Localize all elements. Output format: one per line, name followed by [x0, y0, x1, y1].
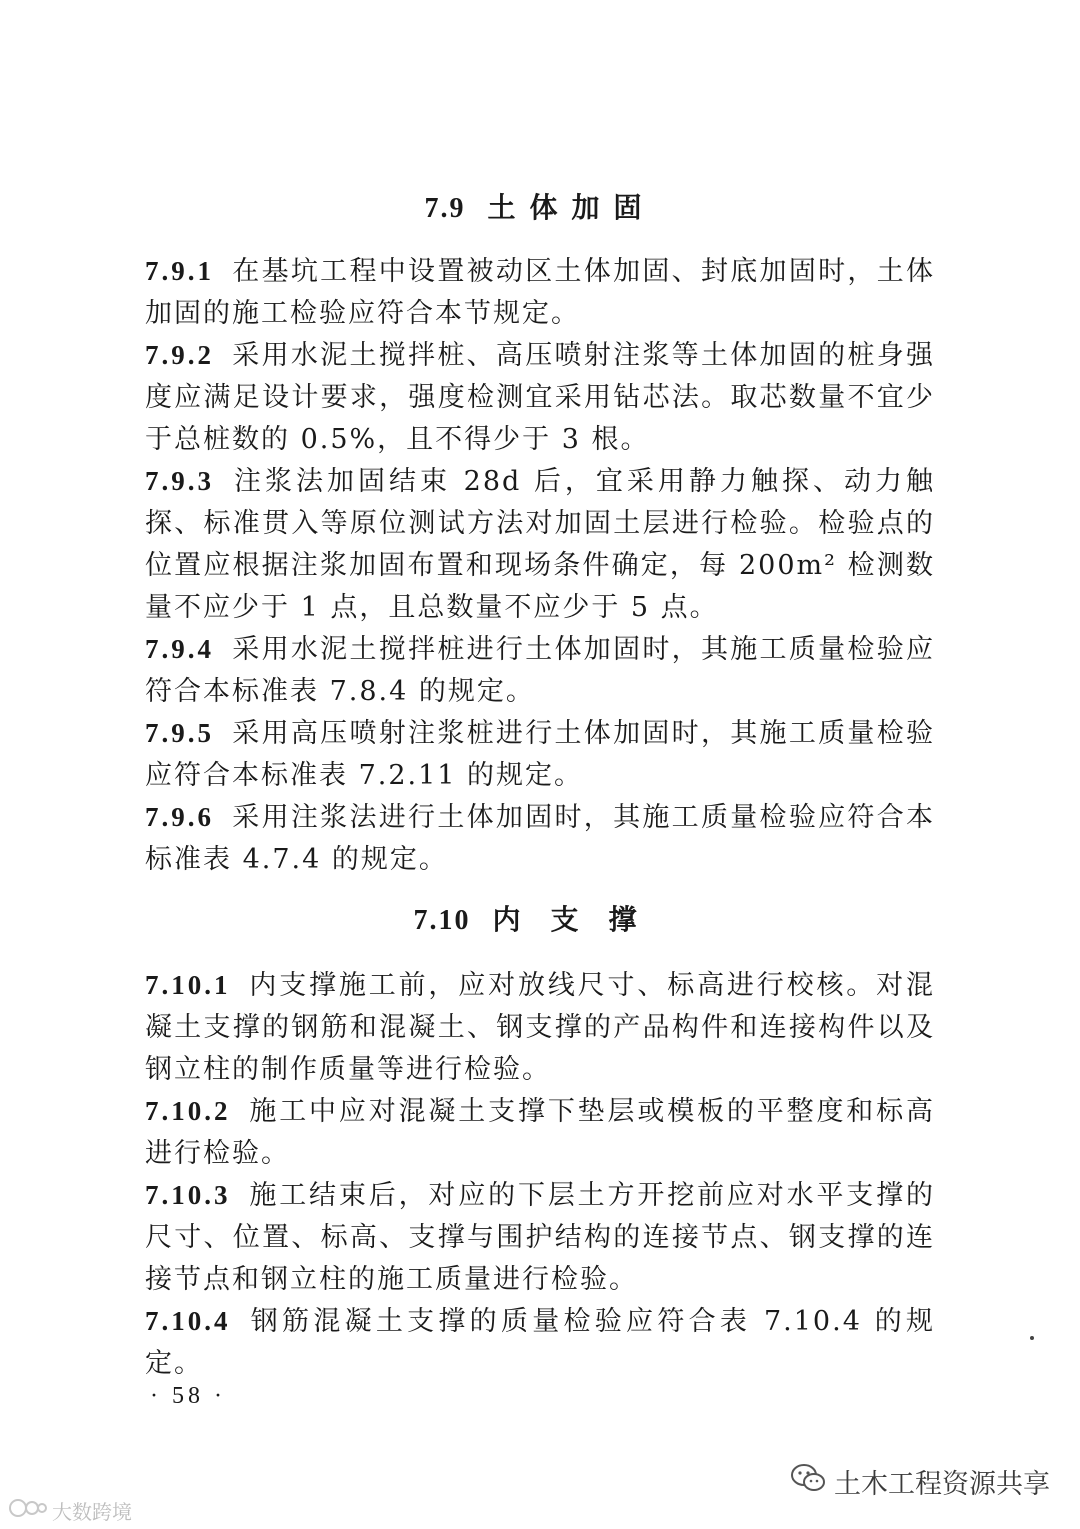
- clause-number: 7.10.4: [145, 1306, 231, 1336]
- watermark-right-text: 土木工程资源共享: [834, 1469, 1050, 1500]
- clause-text: 采用水泥土搅拌桩进行土体加固时，其施工质量检验应符合本标准表 7.8.4 的规定。: [145, 634, 935, 707]
- clause-text: 采用水泥土搅拌桩、高压喷射注浆等土体加固的桩身强度应满足设计要求，强度检测宜采用钻芯法。取芯数量不宜少于总桩数的 0.5%，且不得少于 3 根。: [145, 340, 935, 455]
- clause-7-10-1: [145, 964, 935, 1091]
- section-number: 7.9: [424, 193, 466, 224]
- clause-number: 7.9.1: [145, 256, 214, 286]
- clause-7-9-5: [145, 712, 935, 797]
- logo-icon: [8, 1497, 48, 1524]
- page-number: · 58 ·: [150, 1383, 226, 1409]
- clause-number: 7.9.3: [145, 466, 214, 496]
- clause-text: 钢筋混凝土支撑的质量检验应符合表 7.10.4 的规定。: [145, 1306, 935, 1379]
- section-title: 土体加固: [487, 191, 656, 224]
- clause-7-10-3: [145, 1174, 935, 1301]
- watermark-left: [8, 1496, 132, 1525]
- clause-number: 7.10.3: [145, 1180, 231, 1210]
- clause-7-9-4: [145, 628, 935, 713]
- clause-number: 7.9.6: [145, 802, 214, 832]
- clause-number: 7.10.2: [145, 1096, 231, 1126]
- clause-text: 在基坑工程中设置被动区土体加固、封底加固时，土体加固的施工检验应符合本节规定。: [145, 256, 935, 329]
- clause-7-9-1: [145, 250, 935, 335]
- wechat-icon: [790, 1463, 826, 1500]
- clause-number: 7.9.4: [145, 634, 214, 664]
- section-title: 内支撑: [492, 903, 667, 936]
- clause-7-9-2: [145, 334, 935, 461]
- clause-text: 采用注浆法进行土体加固时，其施工质量检验应符合本标准表 4.7.4 的规定。: [145, 802, 935, 875]
- clause-number: 7.10.1: [145, 970, 231, 1000]
- clause-text: 施工结束后，对应的下层土方开挖前应对水平支撑的尺寸、位置、标高、支撑与围护结构的连接节点、钢支撑的连接节点和钢立柱的施工质量进行检验。: [145, 1180, 935, 1295]
- scan-speck: [1030, 1336, 1034, 1340]
- clause-text: 注浆法加固结束 28d 后，宜采用静力触探、动力触探、标准贯入等原位测试方法对加固土层进行检验。检验点的位置应根据注浆加固布置和现场条件确定，每 200m² 检测数量不应少于 1 点，且总数量不应少于 5 点。: [145, 466, 935, 623]
- clause-number: 7.9.5: [145, 718, 214, 748]
- clause-7-9-6: [145, 796, 935, 881]
- section-heading-7-10: [0, 902, 1080, 939]
- clause-7-10-4: [145, 1300, 935, 1385]
- clause-text: 内支撑施工前，应对放线尺寸、标高进行校核。对混凝土支撑的钢筋和混凝土、钢支撑的产品构件和连接构件以及钢立柱的制作质量等进行检验。: [145, 970, 935, 1085]
- clause-7-10-2: [145, 1090, 935, 1175]
- clause-number: 7.9.2: [145, 340, 214, 370]
- watermark-left-text: 大数跨境: [52, 1500, 132, 1524]
- clause-7-9-3: [145, 460, 935, 629]
- section-heading-7-9: [0, 190, 1080, 227]
- section-number: 7.10: [413, 905, 471, 936]
- clause-text: 施工中应对混凝土支撑下垫层或模板的平整度和标高进行检验。: [145, 1096, 935, 1169]
- clause-text: 采用高压喷射注浆桩进行土体加固时，其施工质量检验应符合本标准表 7.2.11 的规定。: [145, 718, 935, 791]
- watermark-right: [790, 1462, 1050, 1501]
